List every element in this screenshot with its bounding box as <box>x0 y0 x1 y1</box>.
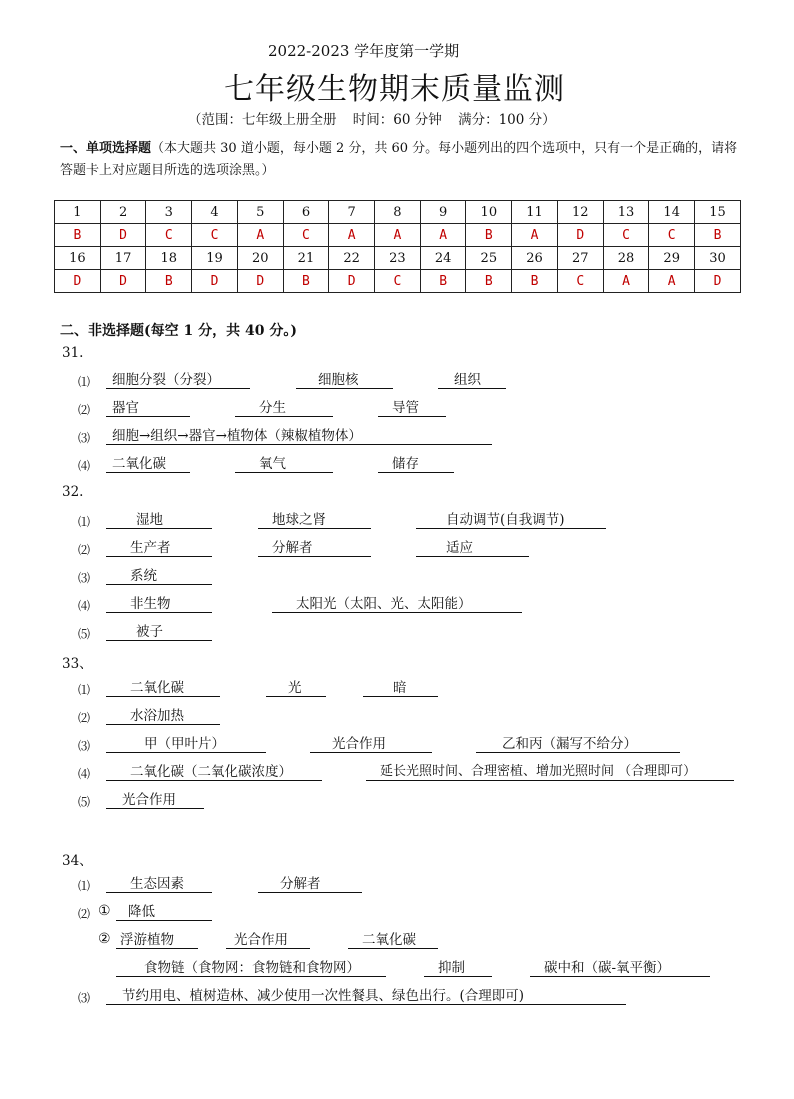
answer-blank: 节约用电、植树造林、减少使用一次性餐具、绿色出行。(合理即可) <box>106 987 626 1005</box>
answer-blank: 器官 <box>106 399 190 417</box>
answer-blank: 乙和丙（漏写不给分） <box>476 735 680 753</box>
answer-blank: 二氧化碳（二氧化碳浓度） <box>106 763 322 781</box>
question-number: 31. <box>62 345 84 361</box>
answer-blank: 适应 <box>416 539 529 557</box>
sub-label: ⑸ <box>78 795 91 809</box>
qnum-cell: 18 <box>146 247 192 270</box>
answer-cell: D <box>557 224 603 247</box>
answer-blank: 地球之肾 <box>258 511 371 529</box>
answer-blank: 生产者 <box>106 539 212 557</box>
qnum-cell: 1 <box>55 201 101 224</box>
answer-cell: C <box>649 224 695 247</box>
answer-blank: 储存 <box>378 455 454 473</box>
sub-label: ⑴ <box>78 515 91 529</box>
answer-blank: 二氧化碳 <box>106 455 190 473</box>
answer-blank: 光 <box>266 679 326 697</box>
section2-heading: 二、非选择题(每空 1 分，共 40 分。) <box>60 323 297 339</box>
answer-cell: B <box>512 270 558 293</box>
qnum-cell: 24 <box>420 247 466 270</box>
sub-label: ⑷ <box>78 767 91 781</box>
qnum-cell: 29 <box>649 247 695 270</box>
sub-label: ⑴ <box>78 683 91 697</box>
answer-cell: B <box>420 270 466 293</box>
page-title: 七年级生物期末质量监测 <box>224 72 565 107</box>
qnum-cell: 14 <box>649 201 695 224</box>
qnum-cell: 3 <box>146 201 192 224</box>
answer-blank: 降低 <box>116 903 212 921</box>
answer-cell: A <box>420 224 466 247</box>
answer-cell: C <box>146 224 192 247</box>
answer-blank: 氧气 <box>235 455 333 473</box>
answer-cell: B <box>466 270 512 293</box>
qnum-cell: 23 <box>375 247 421 270</box>
qnum-cell: 28 <box>603 247 649 270</box>
section1-intro <box>60 138 750 182</box>
exam-scope: （范围：七年级上册全册 <box>188 112 337 128</box>
answer-blank: 延长光照时间、合理密植、增加光照时间 （合理即可） <box>366 763 734 781</box>
exam-time: 时间：60 分钟 <box>352 112 442 128</box>
sub-label: ⑵ <box>78 543 91 557</box>
qnum-cell: 6 <box>283 201 329 224</box>
qnum-cell: 12 <box>557 201 603 224</box>
answer-cell: B <box>146 270 192 293</box>
sub-label: ⑸ <box>78 627 91 641</box>
answer-blank: 细胞→组织→器官→植物体（辣椒植物体） <box>106 427 492 445</box>
qnum-cell: 30 <box>695 247 741 270</box>
answer-blank: 生态因素 <box>106 875 212 893</box>
section1-desc: （本大题共 30 道小题，每小题 2 分，共 60 分。每小题列出的四个选项中，只有一个是正确的，请将答题卡上对应题目所选的选项涂黑。） <box>60 141 738 178</box>
sub-label: ⑷ <box>78 599 91 613</box>
answer-cell: A <box>649 270 695 293</box>
answer-cell: A <box>603 270 649 293</box>
answer-cell: D <box>192 270 238 293</box>
answer-blank: 碳中和（碳-氧平衡） <box>530 959 710 977</box>
answer-cell: C <box>192 224 238 247</box>
answer-table <box>54 200 741 293</box>
qnum-cell: 25 <box>466 247 512 270</box>
sub-label: ⑶ <box>78 991 91 1005</box>
sub-label: ⑵ <box>78 711 91 725</box>
qnum-cell: 9 <box>420 201 466 224</box>
answer-cell: A <box>512 224 558 247</box>
answer-blank: 太阳光（太阳、光、太阳能） <box>272 595 522 613</box>
circled-number: ① <box>98 903 111 919</box>
qnum-cell: 22 <box>329 247 375 270</box>
circled-number: ② <box>98 931 111 947</box>
answer-blank: 浮游植物 <box>116 931 198 949</box>
answer-blank: 被子 <box>106 623 212 641</box>
section1-heading: 一、单项选择题 <box>60 141 152 156</box>
answer-cell: A <box>237 224 283 247</box>
answer-blank: 二氧化碳 <box>348 931 438 949</box>
question-number: 32. <box>62 484 84 500</box>
term-line: 2022-2023 学年度第一学期 <box>268 42 460 60</box>
sub-label: ⑵ <box>78 907 91 921</box>
answer-cell: D <box>55 270 101 293</box>
answer-cell: D <box>329 270 375 293</box>
qnum-cell: 4 <box>192 201 238 224</box>
answer-blank: 二氧化碳 <box>106 679 220 697</box>
answer-cell: D <box>100 224 146 247</box>
answer-blank: 暗 <box>363 679 438 697</box>
answer-cell: C <box>375 270 421 293</box>
question-number: 34、 <box>62 853 93 869</box>
answer-blank: 分解者 <box>258 875 362 893</box>
answer-blank: 光合作用 <box>106 791 204 809</box>
answer-row-nums-2 <box>55 247 741 270</box>
answer-blank: 自动调节(自我调节) <box>416 511 606 529</box>
answer-cell: A <box>375 224 421 247</box>
qnum-cell: 21 <box>283 247 329 270</box>
answer-blank: 分解者 <box>258 539 371 557</box>
sub-label: ⑶ <box>78 431 91 445</box>
answer-blank: 光合作用 <box>226 931 310 949</box>
question-number: 33、 <box>62 656 93 672</box>
answer-cell: B <box>55 224 101 247</box>
answer-blank: 甲（甲叶片） <box>106 735 266 753</box>
qnum-cell: 10 <box>466 201 512 224</box>
answer-blank: 导管 <box>378 399 446 417</box>
answer-cell: D <box>237 270 283 293</box>
qnum-cell: 7 <box>329 201 375 224</box>
qnum-cell: 26 <box>512 247 558 270</box>
answer-cell: C <box>283 224 329 247</box>
qnum-cell: 13 <box>603 201 649 224</box>
qnum-cell: 5 <box>237 201 283 224</box>
answer-blank: 抑制 <box>424 959 492 977</box>
qnum-cell: 19 <box>192 247 238 270</box>
answer-row-letters-2 <box>55 270 741 293</box>
answer-cell: C <box>603 224 649 247</box>
sub-label: ⑴ <box>78 879 91 893</box>
qnum-cell: 16 <box>55 247 101 270</box>
qnum-cell: 11 <box>512 201 558 224</box>
answer-blank: 非生物 <box>106 595 212 613</box>
qnum-cell: 15 <box>695 201 741 224</box>
qnum-cell: 17 <box>100 247 146 270</box>
answer-blank: 食物链（食物网：食物链和食物网） <box>116 959 386 977</box>
sub-label: ⑴ <box>78 375 91 389</box>
qnum-cell: 27 <box>557 247 603 270</box>
answer-cell: D <box>100 270 146 293</box>
answer-blank: 光合作用 <box>310 735 432 753</box>
answer-cell: B <box>466 224 512 247</box>
qnum-cell: 8 <box>375 201 421 224</box>
answer-blank: 细胞分裂（分裂） <box>106 371 250 389</box>
answer-blank: 组织 <box>438 371 506 389</box>
sub-label: ⑷ <box>78 459 91 473</box>
sub-label: ⑶ <box>78 571 91 585</box>
answer-blank: 水浴加热 <box>106 707 220 725</box>
answer-cell: B <box>695 224 741 247</box>
answer-cell: B <box>283 270 329 293</box>
sub-label: ⑶ <box>78 739 91 753</box>
sub-label: ⑵ <box>78 403 91 417</box>
qnum-cell: 20 <box>237 247 283 270</box>
qnum-cell: 2 <box>100 201 146 224</box>
exam-info <box>188 108 568 128</box>
answer-blank: 细胞核 <box>296 371 393 389</box>
answer-cell: A <box>329 224 375 247</box>
answer-row-nums-1 <box>55 201 741 224</box>
exam-score: 满分：100 分） <box>458 112 556 128</box>
answer-blank: 系统 <box>106 567 212 585</box>
answer-cell: D <box>695 270 741 293</box>
answer-blank: 分生 <box>235 399 333 417</box>
answer-row-letters-1 <box>55 224 741 247</box>
answer-blank: 湿地 <box>106 511 212 529</box>
answer-cell: C <box>557 270 603 293</box>
